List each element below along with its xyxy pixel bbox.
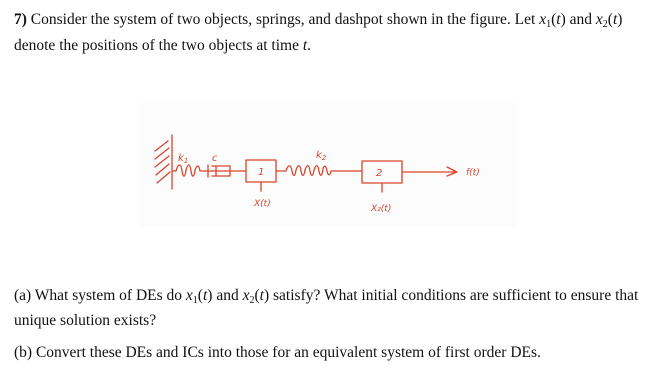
and-word: and	[569, 11, 593, 28]
mass-spring-diagram	[138, 103, 518, 227]
k2-label: $k_2$	[316, 150, 327, 162]
part-a-and: and	[216, 287, 239, 304]
c-label: c	[212, 153, 218, 164]
t-symbol: t	[302, 37, 308, 54]
force-label: f(t)	[466, 168, 480, 178]
mass-spring-figure	[138, 103, 518, 227]
mass-2-label: 2	[376, 168, 383, 179]
dashpot	[208, 166, 234, 176]
part-a	[14, 286, 644, 331]
spring-k2	[276, 166, 362, 176]
part-a-text-3: satisfy? What initial conditions are sufficient to ensure that unique solution exists?	[14, 287, 639, 329]
period: .	[307, 37, 312, 54]
wall-hatch	[155, 141, 170, 183]
intro-text-a: Consider the system of two objects, springs, and dashpot shown in the figure. Let	[30, 11, 536, 28]
problem-statement	[14, 9, 644, 56]
part-a-x1: $x_1(t)$	[185, 287, 213, 306]
part-b: (b) Convert these DEs and ICs into those for an equivalent system of first order DEs.	[14, 344, 541, 361]
spring-k1	[172, 165, 208, 176]
x1-position-label: X(t)	[254, 199, 271, 209]
part-a-text-1: (a) What system of DEs do	[14, 287, 183, 304]
x2-position-label: X₂(t)	[371, 204, 392, 214]
part-a-x2: $x_2(t)$	[242, 287, 270, 306]
k1-label: $k_1$	[178, 153, 189, 165]
problem-number: 7)	[14, 11, 27, 28]
mass-1-label: 1	[258, 167, 265, 178]
x2-symbol: $x_2(t)$	[595, 11, 623, 30]
intro-text-b: denote the positions of the two objects at time	[14, 37, 299, 54]
x1-symbol: $x_1(t)$	[539, 11, 566, 30]
